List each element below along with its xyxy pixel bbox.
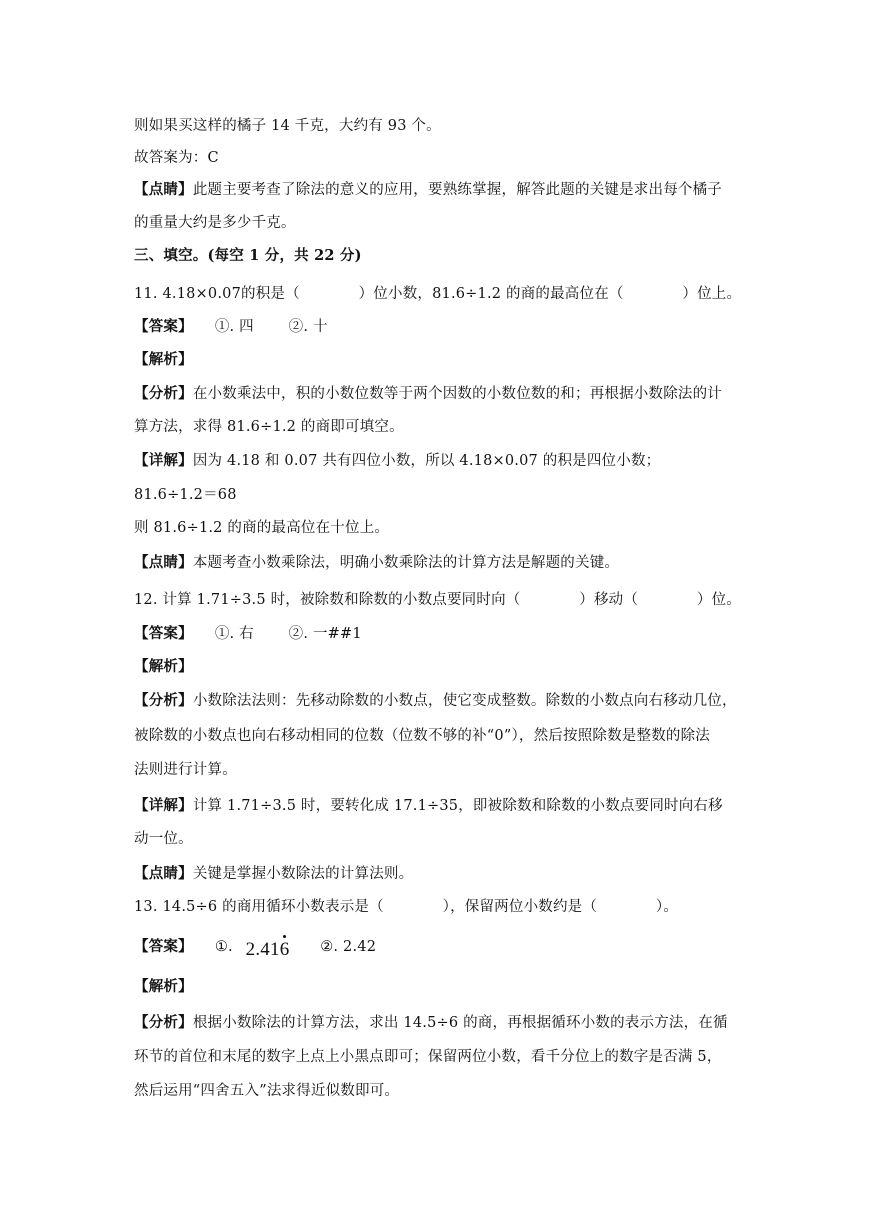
line-body: 根据小数除法的计算方法，求出 14.5÷6 的商，再根据循环小数的表示方法，在循 <box>192 1015 728 1031</box>
text-line: 81.6÷1.2＝68 <box>134 487 237 503</box>
line-body: 关键是掌握小数除法的计算法则。 <box>192 866 414 882</box>
answer-option-1: ①. 右 <box>214 626 254 642</box>
text-line: 被除数的小数点也向右移动相同的位数（位数不够的补“0”），然后按照除数是整数的除法 <box>134 728 710 744</box>
repeating-digit-dotted: 6 <box>279 939 290 960</box>
line-body: 在小数乘法中，积的小数位数等于两个因数的小数位数的和；再根据小数除法的计 <box>192 386 723 402</box>
text-line <box>134 691 737 711</box>
answer-line-q13 <box>134 936 406 960</box>
line-body: 本题考查小数乘除法，明确小数乘除法的计算方法是解题的关键。 <box>192 555 620 571</box>
section-tag: 【解析】 <box>134 351 193 368</box>
analysis-tag <box>134 350 193 370</box>
text-line: 动一位。 <box>134 831 193 847</box>
line-body: 小数除法法则：先移动除数的小数点，使它变成整数。除数的小数点向右移动几位， <box>192 693 737 709</box>
analysis-tag <box>134 657 193 677</box>
section-tag: 【分析】 <box>134 385 193 402</box>
line-body: 因为 4.18 和 0.07 共有四位小数，所以 4.18×0.07 的积是四位小数； <box>192 453 661 469</box>
line-body: 此题主要考查了除法的意义的应用，要熟练掌握，解答此题的关键是求出每个橘子 <box>192 182 723 198</box>
answer-tag: 【答案】 <box>134 938 193 955</box>
answer-option-2: ②. 2.42 <box>320 939 377 955</box>
answer-option-1-label: ①. <box>214 939 233 955</box>
answer-option-1: ①. 四 <box>214 319 254 335</box>
text-line: 然后运用“四舍五入”法求得近似数即可。 <box>134 1083 400 1099</box>
text-line <box>134 1013 728 1033</box>
text-line: 算方法，求得 81.6÷1.2 的商即可填空。 <box>134 419 404 435</box>
repeating-decimal <box>246 939 290 960</box>
section-tag: 【解析】 <box>134 658 193 675</box>
section-tag: 【解析】 <box>134 978 193 995</box>
section-tag: 【详解】 <box>134 797 193 814</box>
text-line <box>134 796 723 816</box>
text-line <box>134 451 660 471</box>
section-tag: 【点睛】 <box>134 181 193 198</box>
section-tag: 【点睛】 <box>134 865 193 882</box>
section-tag: 【点睛】 <box>134 554 193 571</box>
text-line: 故答案为：C <box>134 150 219 166</box>
section-tag: 【分析】 <box>134 1014 193 1031</box>
answer-option-2: ②. 十 <box>288 319 328 335</box>
line-body: 计算 1.71÷3.5 时，要转化成 17.1÷35，即被除数和除数的小数点要同时向右移 <box>192 798 723 814</box>
text-line: 则 81.6÷1.2 的商的最高位在十位上。 <box>134 520 390 536</box>
text-line <box>134 864 413 884</box>
answer-tag: 【答案】 <box>134 625 193 642</box>
section-tag: 【分析】 <box>134 692 193 709</box>
section-tag: 【详解】 <box>134 452 193 469</box>
text-line: 环节的首位和末尾的数字上点上小黑点即可；保留两位小数，看千分位上的数字是否满 5， <box>134 1049 722 1065</box>
text-line <box>134 553 619 573</box>
analysis-tag <box>134 977 193 997</box>
text-line <box>134 384 722 404</box>
answer-tag: 【答案】 <box>134 318 193 335</box>
question-12: 12. 计算 1.71÷3.5 时，被除数和除数的小数点要同时向（ ）移动（ ）位。 <box>134 592 741 608</box>
text-line: 的重量大约是多少千克。 <box>134 215 296 231</box>
answer-option-2: ②. 一##1 <box>288 626 362 642</box>
section-heading: 三、填空。(每空 1 分，共 22 分) <box>134 247 362 264</box>
question-13: 13. 14.5÷6 的商用循环小数表示是（ ），保留两位小数约是（ ）。 <box>134 899 679 915</box>
text-line <box>134 180 722 200</box>
text-line: 则如果买这样的橘子 14 千克，大约有 93 个。 <box>134 118 441 134</box>
answer-line-q12 <box>134 624 392 644</box>
text-line: 法则进行计算。 <box>134 762 237 778</box>
answer-line-q11 <box>134 317 358 337</box>
repeating-decimal-prefix: 2.41 <box>245 939 280 960</box>
question-11: 11. 4.18×0.07的积是（ ）位小数，81.6÷1.2 的商的最高位在（ ）位上。 <box>134 286 742 302</box>
